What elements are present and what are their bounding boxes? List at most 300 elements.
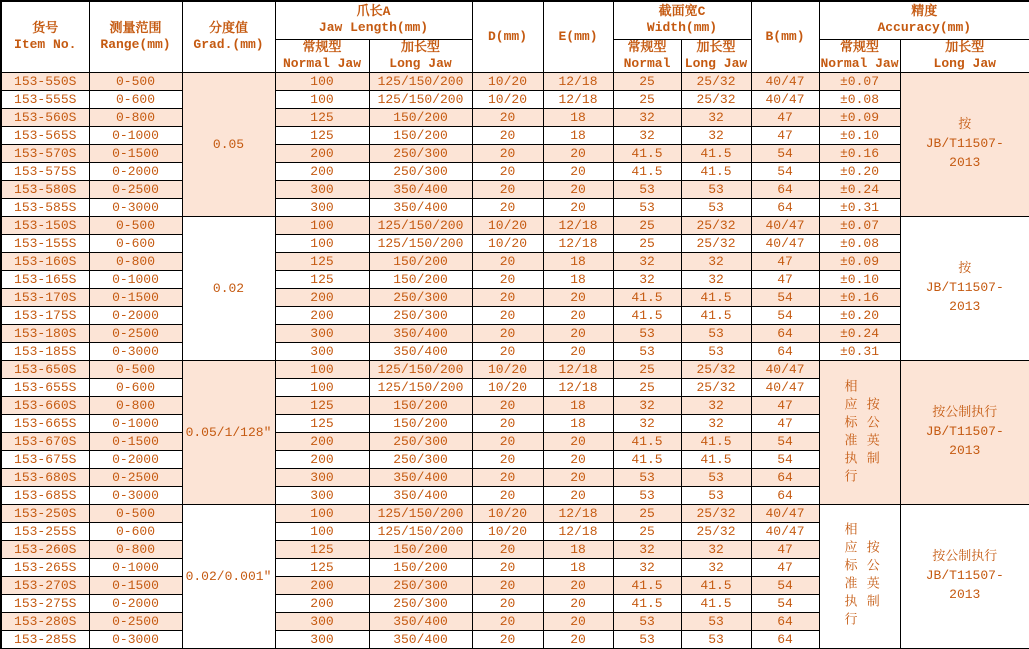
cell-jaw-normal: 300 <box>275 487 369 505</box>
cell-width-long: 25/32 <box>681 361 751 379</box>
cell-range: 0-500 <box>89 361 182 379</box>
cell-jaw-normal: 125 <box>275 397 369 415</box>
cell-range: 0-2000 <box>89 451 182 469</box>
cell-b: 47 <box>751 415 819 433</box>
cell-width-long: 41.5 <box>681 577 751 595</box>
cell-e: 12/18 <box>543 235 613 253</box>
cell-jaw-normal: 100 <box>275 361 369 379</box>
cell-b: 40/47 <box>751 73 819 91</box>
cell-range: 0-500 <box>89 73 182 91</box>
header-label-en: Item No. <box>14 37 77 52</box>
cell-d: 20 <box>472 181 543 199</box>
cell-range: 0-2500 <box>89 325 182 343</box>
header-label-en: Accuracy(mm) <box>877 20 972 36</box>
cell-width-long: 41.5 <box>681 163 751 181</box>
cell-d: 20 <box>472 541 543 559</box>
table-row <box>1 343 1029 361</box>
cell-range: 0-500 <box>89 505 182 523</box>
cell-jaw-normal: 125 <box>275 127 369 145</box>
cell-e: 20 <box>543 145 613 163</box>
cell-jaw-normal: 300 <box>275 199 369 217</box>
cell-e: 12/18 <box>543 379 613 397</box>
cell-grad-merged: 0.05 <box>182 73 275 217</box>
cell-jaw-normal: 200 <box>275 577 369 595</box>
cell-item-no: 153-185S <box>1 343 89 361</box>
cell-jaw-normal: 100 <box>275 523 369 541</box>
cell-width-normal: 32 <box>613 541 681 559</box>
cell-d: 10/20 <box>472 91 543 109</box>
note-line: JB/T11507- <box>925 567 1004 583</box>
cell-jaw-normal: 100 <box>275 379 369 397</box>
cell-jaw-long: 125/150/200 <box>369 523 472 541</box>
cell-width-long: 25/32 <box>681 523 751 541</box>
cell-item-no: 153-150S <box>1 217 89 235</box>
cell-width-long: 53 <box>681 199 751 217</box>
cell-jaw-long: 125/150/200 <box>369 217 472 235</box>
cell-item-no: 153-670S <box>1 433 89 451</box>
cell-jaw-long: 250/300 <box>369 595 472 613</box>
cell-e: 18 <box>543 109 613 127</box>
col-header-acc-long <box>900 39 1029 73</box>
cell-jaw-long: 250/300 <box>369 577 472 595</box>
table-row <box>1 217 1029 235</box>
header-label-zh: 货号 <box>32 20 59 36</box>
cell-width-long: 25/32 <box>681 91 751 109</box>
cell-acc-long-note-merged <box>900 505 1029 649</box>
header-label-zh: 加长型 <box>696 39 736 55</box>
cell-item-no: 153-260S <box>1 541 89 559</box>
cell-item-no: 153-580S <box>1 181 89 199</box>
cell-width-normal: 53 <box>613 199 681 217</box>
cell-b: 40/47 <box>751 91 819 109</box>
cell-e: 18 <box>543 397 613 415</box>
cell-acc-normal: ±0.09 <box>819 109 900 127</box>
cell-width-long: 41.5 <box>681 433 751 451</box>
cell-d: 10/20 <box>472 361 543 379</box>
col-header-jaw-normal <box>275 39 369 73</box>
header-label-en: Range(mm) <box>100 37 171 52</box>
note-line: 2013 <box>949 586 981 602</box>
cell-b: 40/47 <box>751 379 819 397</box>
cell-d: 20 <box>472 577 543 595</box>
cell-e: 20 <box>543 487 613 505</box>
cell-jaw-long: 150/200 <box>369 415 472 433</box>
header-label-zh: 加长型 <box>945 39 985 55</box>
header-label-zh: 加长型 <box>400 39 440 55</box>
cell-item-no: 153-570S <box>1 145 89 163</box>
cell-d: 20 <box>472 127 543 145</box>
cell-width-long: 32 <box>681 271 751 289</box>
cell-range: 0-1500 <box>89 145 182 163</box>
note-line: JB/T11507- <box>925 424 1004 440</box>
cell-d: 20 <box>472 343 543 361</box>
cell-d: 10/20 <box>472 505 543 523</box>
cell-item-no: 153-560S <box>1 109 89 127</box>
cell-d: 20 <box>472 613 543 631</box>
cell-item-no: 153-255S <box>1 523 89 541</box>
col-header-acc-normal <box>819 39 900 73</box>
cell-width-long: 53 <box>681 325 751 343</box>
cell-e: 18 <box>543 541 613 559</box>
header-label-en: Long Jaw <box>684 55 748 71</box>
cell-e: 12/18 <box>543 523 613 541</box>
cell-d: 10/20 <box>472 217 543 235</box>
cell-jaw-long: 350/400 <box>369 343 472 361</box>
cell-e: 20 <box>543 181 613 199</box>
cell-grad-merged: 0.02 <box>182 217 275 361</box>
cell-width-long: 53 <box>681 631 751 649</box>
cell-range: 0-800 <box>89 253 182 271</box>
cell-item-no: 153-685S <box>1 487 89 505</box>
cell-acc-normal: ±0.16 <box>819 145 900 163</box>
cell-range: 0-2000 <box>89 595 182 613</box>
table-row <box>1 199 1029 217</box>
cell-width-long: 32 <box>681 559 751 577</box>
cell-range: 0-1500 <box>89 577 182 595</box>
cell-range: 0-600 <box>89 379 182 397</box>
cell-b: 47 <box>751 127 819 145</box>
col-header-range <box>89 1 182 73</box>
cell-acc-long-note-merged <box>900 217 1029 361</box>
cell-width-normal: 53 <box>613 181 681 199</box>
cell-range: 0-3000 <box>89 343 182 361</box>
cell-d: 10/20 <box>472 523 543 541</box>
cell-width-long: 53 <box>681 343 751 361</box>
cell-item-no: 153-160S <box>1 253 89 271</box>
cell-range: 0-3000 <box>89 487 182 505</box>
vertical-note <box>821 505 899 648</box>
vertical-note-column: 相应标准执行 <box>841 378 857 487</box>
cell-item-no: 153-265S <box>1 559 89 577</box>
cell-jaw-long: 250/300 <box>369 307 472 325</box>
cell-item-no: 153-155S <box>1 235 89 253</box>
cell-jaw-normal: 200 <box>275 145 369 163</box>
col-header-grad <box>182 1 275 73</box>
cell-b: 54 <box>751 307 819 325</box>
vertical-note <box>821 361 899 504</box>
header-label-en: Normal Jaw <box>282 55 361 71</box>
cell-jaw-normal: 125 <box>275 109 369 127</box>
note-line: 按公制执行 <box>932 548 998 564</box>
cell-width-normal: 41.5 <box>613 433 681 451</box>
cell-width-long: 41.5 <box>681 451 751 469</box>
cell-range: 0-2000 <box>89 163 182 181</box>
cell-width-long: 41.5 <box>681 145 751 163</box>
header-label-zh: 常规型 <box>302 39 342 55</box>
cell-b: 54 <box>751 289 819 307</box>
cell-e: 20 <box>543 199 613 217</box>
table-row <box>1 325 1029 343</box>
cell-width-normal: 53 <box>613 613 681 631</box>
cell-jaw-long: 350/400 <box>369 199 472 217</box>
cell-b: 47 <box>751 541 819 559</box>
cell-d: 20 <box>472 631 543 649</box>
cell-d: 20 <box>472 433 543 451</box>
cell-acc-normal: ±0.16 <box>819 289 900 307</box>
cell-range: 0-2500 <box>89 181 182 199</box>
cell-width-long: 41.5 <box>681 307 751 325</box>
cell-range: 0-600 <box>89 523 182 541</box>
cell-range: 0-500 <box>89 217 182 235</box>
cell-width-normal: 41.5 <box>613 289 681 307</box>
cell-jaw-long: 250/300 <box>369 451 472 469</box>
cell-item-no: 153-285S <box>1 631 89 649</box>
cell-item-no: 153-585S <box>1 199 89 217</box>
cell-acc-normal: ±0.09 <box>819 253 900 271</box>
cell-jaw-normal: 200 <box>275 451 369 469</box>
cell-width-long: 25/32 <box>681 73 751 91</box>
note-line: 按 <box>958 261 972 277</box>
cell-jaw-long: 150/200 <box>369 559 472 577</box>
cell-b: 54 <box>751 145 819 163</box>
cell-b: 64 <box>751 181 819 199</box>
cell-b: 64 <box>751 343 819 361</box>
cell-acc-normal: ±0.08 <box>819 235 900 253</box>
cell-acc-normal-note-merged <box>819 505 900 649</box>
cell-acc-normal: ±0.20 <box>819 163 900 181</box>
cell-b: 40/47 <box>751 235 819 253</box>
cell-item-no: 153-680S <box>1 469 89 487</box>
cell-width-normal: 41.5 <box>613 577 681 595</box>
cell-jaw-normal: 100 <box>275 91 369 109</box>
cell-jaw-long: 250/300 <box>369 289 472 307</box>
cell-jaw-normal: 300 <box>275 325 369 343</box>
cell-width-normal: 53 <box>613 469 681 487</box>
cell-jaw-normal: 125 <box>275 541 369 559</box>
cell-d: 20 <box>472 415 543 433</box>
cell-width-normal: 41.5 <box>613 451 681 469</box>
header-label-zh: 常规型 <box>627 39 667 55</box>
cell-width-normal: 53 <box>613 325 681 343</box>
cell-item-no: 153-175S <box>1 307 89 325</box>
note-line: 2013 <box>949 154 981 170</box>
cell-width-normal: 25 <box>613 361 681 379</box>
cell-jaw-normal: 300 <box>275 469 369 487</box>
cell-b: 64 <box>751 469 819 487</box>
cell-acc-long-note-merged <box>900 361 1029 505</box>
cell-item-no: 153-270S <box>1 577 89 595</box>
cell-b: 64 <box>751 487 819 505</box>
table-row <box>1 271 1029 289</box>
cell-jaw-normal: 200 <box>275 289 369 307</box>
header-label-en: Width(mm) <box>646 20 718 36</box>
col-header-d: D(mm) <box>472 1 543 73</box>
cell-d: 20 <box>472 325 543 343</box>
cell-item-no: 153-165S <box>1 271 89 289</box>
cell-jaw-long: 125/150/200 <box>369 235 472 253</box>
cell-width-normal: 32 <box>613 271 681 289</box>
cell-width-long: 32 <box>681 109 751 127</box>
cell-b: 47 <box>751 253 819 271</box>
note-line: 2013 <box>949 298 981 314</box>
cell-width-long: 32 <box>681 397 751 415</box>
note-line: 按公制执行 <box>932 405 998 421</box>
cell-width-long: 53 <box>681 469 751 487</box>
cell-jaw-long: 350/400 <box>369 325 472 343</box>
cell-range: 0-1000 <box>89 127 182 145</box>
table-row <box>1 73 1029 91</box>
cell-width-normal: 25 <box>613 73 681 91</box>
table-row <box>1 109 1029 127</box>
cell-item-no: 153-565S <box>1 127 89 145</box>
col-header-jaw-long <box>369 39 472 73</box>
cell-b: 40/47 <box>751 361 819 379</box>
cell-acc-normal: ±0.07 <box>819 73 900 91</box>
cell-b: 47 <box>751 559 819 577</box>
cell-width-normal: 41.5 <box>613 145 681 163</box>
cell-e: 18 <box>543 559 613 577</box>
cell-acc-normal: ±0.07 <box>819 217 900 235</box>
note-line: JB/T11507- <box>925 136 1004 152</box>
cell-width-long: 25/32 <box>681 217 751 235</box>
header-label-en: Long Jaw <box>389 55 452 71</box>
note-line: 2013 <box>949 442 981 458</box>
table-row <box>1 163 1029 181</box>
cell-b: 47 <box>751 397 819 415</box>
cell-jaw-long: 150/200 <box>369 109 472 127</box>
cell-e: 18 <box>543 271 613 289</box>
cell-item-no: 153-280S <box>1 613 89 631</box>
cell-e: 20 <box>543 469 613 487</box>
cell-width-long: 53 <box>681 181 751 199</box>
cell-item-no: 153-655S <box>1 379 89 397</box>
cell-width-normal: 25 <box>613 91 681 109</box>
cell-range: 0-1500 <box>89 289 182 307</box>
cell-width-normal: 32 <box>613 109 681 127</box>
col-header-e: E(mm) <box>543 1 613 73</box>
cell-range: 0-1000 <box>89 415 182 433</box>
cell-d: 10/20 <box>472 379 543 397</box>
cell-e: 20 <box>543 289 613 307</box>
cell-e: 12/18 <box>543 91 613 109</box>
cell-width-long: 32 <box>681 253 751 271</box>
cell-item-no: 153-675S <box>1 451 89 469</box>
cell-acc-normal: ±0.31 <box>819 199 900 217</box>
cell-d: 20 <box>472 109 543 127</box>
cell-width-normal: 53 <box>613 487 681 505</box>
cell-acc-normal: ±0.10 <box>819 127 900 145</box>
table-row <box>1 361 1029 379</box>
cell-jaw-long: 350/400 <box>369 613 472 631</box>
cell-jaw-normal: 300 <box>275 181 369 199</box>
cell-jaw-normal: 200 <box>275 595 369 613</box>
cell-jaw-normal: 100 <box>275 73 369 91</box>
table-row <box>1 91 1029 109</box>
cell-jaw-normal: 100 <box>275 217 369 235</box>
table-row <box>1 505 1029 523</box>
col-header-width-long <box>681 39 751 73</box>
cell-width-long: 53 <box>681 487 751 505</box>
cell-jaw-long: 350/400 <box>369 469 472 487</box>
cell-range: 0-2500 <box>89 613 182 631</box>
cell-acc-long-note-merged <box>900 73 1029 217</box>
header-label-en: Normal Jaw <box>820 55 899 71</box>
col-header-jaw-length-group <box>275 1 472 39</box>
cell-jaw-normal: 125 <box>275 253 369 271</box>
cell-width-normal: 32 <box>613 127 681 145</box>
cell-item-no: 153-555S <box>1 91 89 109</box>
table-row <box>1 289 1029 307</box>
cell-width-normal: 25 <box>613 505 681 523</box>
cell-grad-merged: 0.02/0.001″ <box>182 505 275 649</box>
cell-jaw-long: 125/150/200 <box>369 505 472 523</box>
cell-b: 40/47 <box>751 217 819 235</box>
cell-e: 12/18 <box>543 361 613 379</box>
header-label-en: Grad.(mm) <box>193 37 264 52</box>
cell-d: 20 <box>472 289 543 307</box>
cell-e: 12/18 <box>543 217 613 235</box>
vertical-note-column: 按公英制 <box>863 396 879 469</box>
cell-d: 20 <box>472 487 543 505</box>
cell-acc-normal: ±0.24 <box>819 325 900 343</box>
cell-width-normal: 41.5 <box>613 595 681 613</box>
cell-b: 64 <box>751 325 819 343</box>
cell-d: 20 <box>472 199 543 217</box>
cell-width-normal: 41.5 <box>613 307 681 325</box>
cell-b: 40/47 <box>751 505 819 523</box>
cell-range: 0-3000 <box>89 199 182 217</box>
cell-width-normal: 25 <box>613 523 681 541</box>
cell-acc-normal: ±0.08 <box>819 91 900 109</box>
cell-acc-normal: ±0.10 <box>819 271 900 289</box>
cell-jaw-normal: 125 <box>275 415 369 433</box>
cell-jaw-long: 125/150/200 <box>369 73 472 91</box>
cell-d: 20 <box>472 145 543 163</box>
cell-d: 20 <box>472 253 543 271</box>
table-row <box>1 145 1029 163</box>
cell-jaw-long: 150/200 <box>369 271 472 289</box>
table-row <box>1 307 1029 325</box>
cell-range: 0-800 <box>89 397 182 415</box>
cell-jaw-long: 125/150/200 <box>369 91 472 109</box>
cell-e: 20 <box>543 451 613 469</box>
cell-range: 0-1500 <box>89 433 182 451</box>
cell-width-normal: 53 <box>613 631 681 649</box>
cell-width-normal: 25 <box>613 217 681 235</box>
cell-range: 0-2000 <box>89 307 182 325</box>
cell-jaw-normal: 200 <box>275 163 369 181</box>
cell-grad-merged: 0.05/1/128″ <box>182 361 275 505</box>
cell-jaw-normal: 125 <box>275 271 369 289</box>
cell-b: 47 <box>751 271 819 289</box>
cell-d: 20 <box>472 397 543 415</box>
cell-e: 20 <box>543 631 613 649</box>
cell-e: 20 <box>543 325 613 343</box>
cell-width-normal: 32 <box>613 559 681 577</box>
cell-jaw-long: 125/150/200 <box>369 379 472 397</box>
cell-jaw-long: 150/200 <box>369 541 472 559</box>
cell-b: 54 <box>751 451 819 469</box>
header-row-1 <box>1 1 1029 39</box>
cell-item-no: 153-250S <box>1 505 89 523</box>
cell-jaw-long: 350/400 <box>369 487 472 505</box>
cell-range: 0-800 <box>89 109 182 127</box>
cell-d: 10/20 <box>472 235 543 253</box>
cell-e: 18 <box>543 253 613 271</box>
cell-d: 20 <box>472 163 543 181</box>
cell-d: 10/20 <box>472 73 543 91</box>
cell-width-long: 32 <box>681 415 751 433</box>
cell-e: 20 <box>543 433 613 451</box>
table-row <box>1 181 1029 199</box>
col-header-b: B(mm) <box>751 1 819 73</box>
cell-b: 47 <box>751 109 819 127</box>
cell-item-no: 153-650S <box>1 361 89 379</box>
cell-jaw-long: 350/400 <box>369 631 472 649</box>
header-label-zh: 爪长A <box>356 4 391 19</box>
cell-width-long: 25/32 <box>681 379 751 397</box>
cell-acc-normal-note-merged <box>819 361 900 505</box>
